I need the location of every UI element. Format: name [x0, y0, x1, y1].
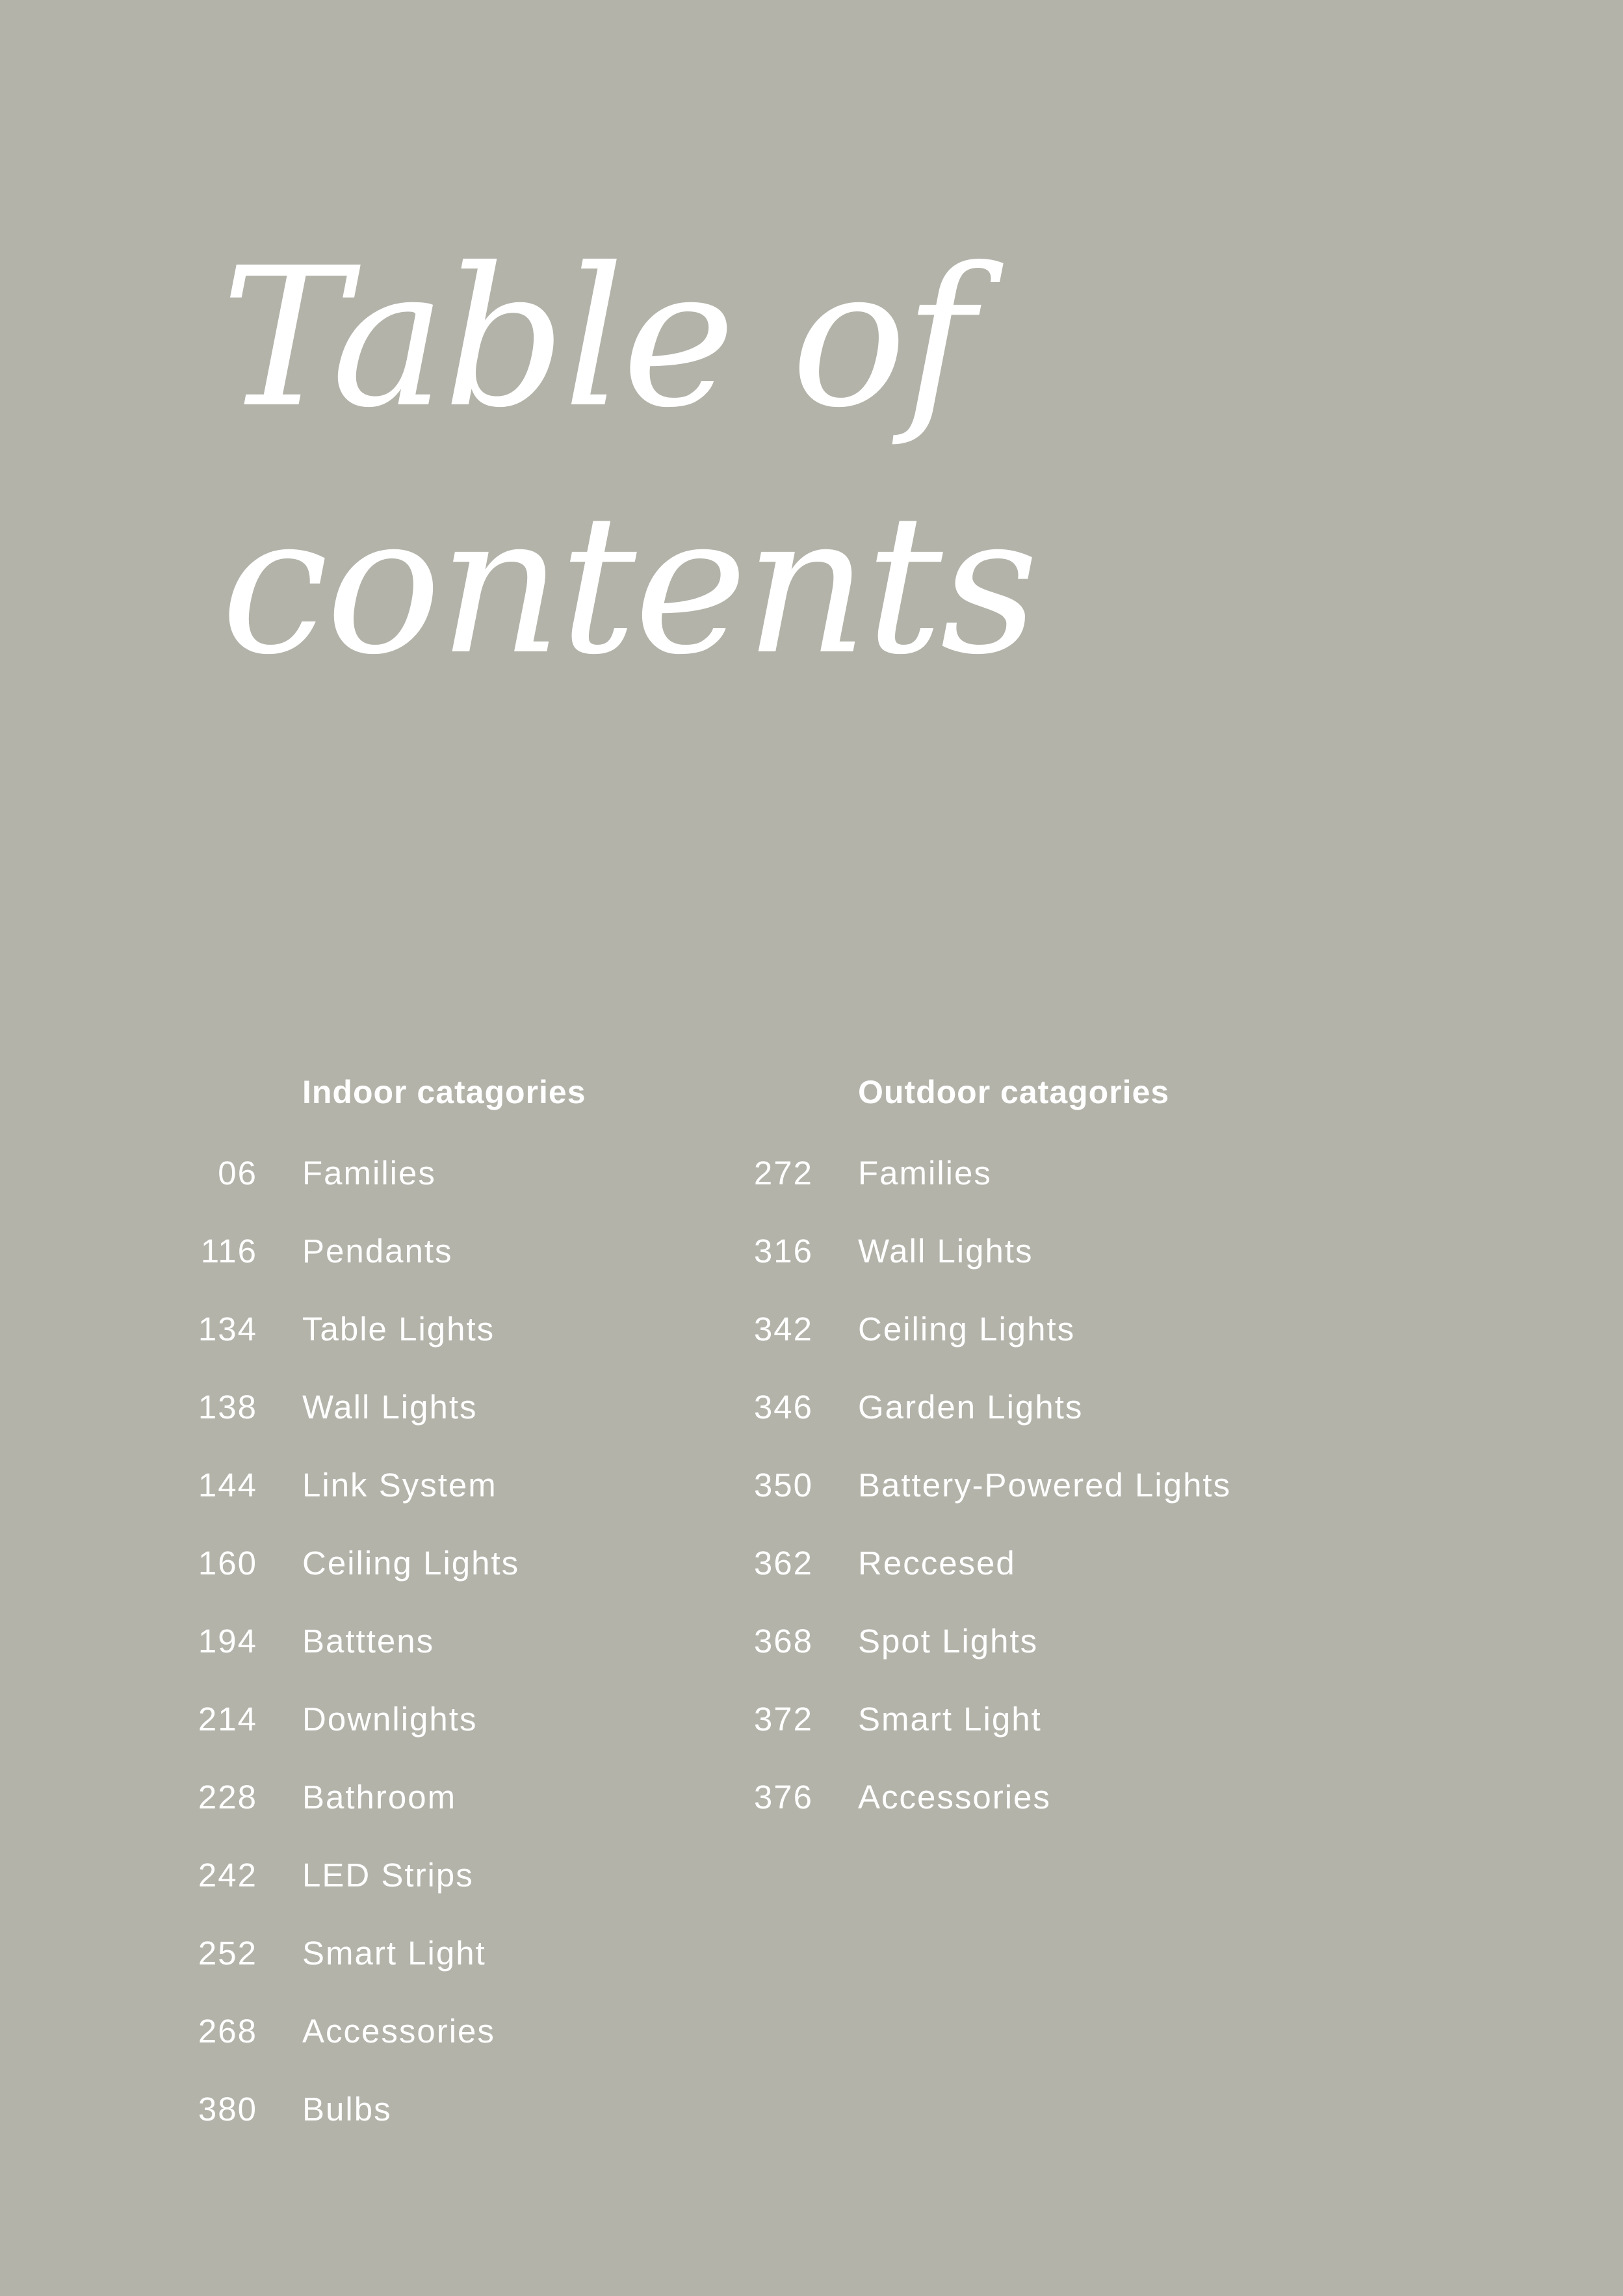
toc-entry-label: Link System	[302, 1467, 497, 1504]
toc-page-number: 268	[198, 2013, 257, 2050]
toc-entry-label: Table Lights	[302, 1311, 495, 1348]
toc-page-number: 242	[198, 1857, 257, 1894]
toc-page-number: 228	[198, 1779, 257, 1816]
toc-entry	[162, 2012, 586, 2090]
toc-page-number: 368	[753, 1623, 813, 1660]
toc-entry-label: Accessories	[858, 1779, 1051, 1816]
toc-page-number: 376	[753, 1779, 813, 1816]
toc-entry-label: Ceiling Lights	[858, 1311, 1076, 1348]
toc-entry	[718, 1622, 1231, 1700]
toc-entry	[718, 1388, 1231, 1466]
toc-page-number: 06	[218, 1155, 257, 1192]
toc-entry-label: Spot Lights	[858, 1623, 1039, 1660]
toc-entry-label: Battery-Powered Lights	[858, 1467, 1232, 1504]
toc-entry	[718, 1544, 1231, 1622]
toc-page-number: 144	[198, 1467, 257, 1504]
toc-entry-label: Families	[302, 1155, 436, 1192]
toc-entry-label: Batttens	[302, 1623, 435, 1660]
toc-entry-label: Downlights	[302, 1701, 478, 1738]
toc-entry-label: LED Strips	[302, 1857, 474, 1894]
toc-page-number: 272	[753, 1155, 813, 1192]
toc-entry-label: Wall Lights	[302, 1389, 478, 1426]
toc-entry	[718, 1232, 1231, 1310]
toc-entry	[718, 1778, 1231, 1856]
toc-page-number: 214	[198, 1701, 257, 1738]
indoor-categories-heading: Indoor catagories	[302, 1074, 586, 1110]
toc-entry	[718, 1310, 1231, 1388]
toc-entry	[718, 1154, 1231, 1232]
toc-page-number: 252	[198, 1935, 257, 1972]
toc-entry-label: Reccesed	[858, 1545, 1016, 1582]
toc-entry-label: Ceiling Lights	[302, 1545, 520, 1582]
toc-entry	[162, 2090, 586, 2168]
toc-entry	[718, 1700, 1231, 1778]
toc-entry-label: Smart Light	[302, 1935, 486, 1972]
toc-entry	[162, 1778, 586, 1856]
toc-entry-label: Smart Light	[858, 1701, 1042, 1738]
outdoor-categories-section	[718, 1066, 1231, 1856]
toc-page-number: 316	[753, 1233, 813, 1270]
toc-page-number: 134	[198, 1311, 257, 1348]
toc-entry	[718, 1466, 1231, 1544]
toc-entry	[162, 1700, 586, 1778]
toc-entry-label: Bathroom	[302, 1779, 457, 1816]
toc-entry-label: Bulbs	[302, 2091, 392, 2128]
toc-page-number: 160	[198, 1545, 257, 1582]
toc-entry-label: Wall Lights	[858, 1233, 1033, 1270]
page-title-line-1: Table of	[221, 226, 973, 450]
toc-entry-label: Pendants	[302, 1233, 453, 1270]
toc-entry	[162, 1154, 586, 1232]
toc-page-number: 380	[198, 2091, 257, 2128]
toc-page-number: 116	[200, 1233, 257, 1270]
toc-entry	[162, 1232, 586, 1310]
toc-entry	[162, 1856, 586, 1934]
page-title	[221, 215, 1036, 709]
toc-page-number: 362	[753, 1545, 813, 1582]
toc-page-number: 138	[198, 1389, 257, 1426]
indoor-categories-section	[162, 1066, 586, 2168]
page-title-line-2: contents	[221, 473, 1036, 697]
toc-entry	[162, 1310, 586, 1388]
outdoor-toc-list	[718, 1154, 1231, 1856]
toc-page-number: 372	[753, 1701, 813, 1738]
toc-page-number: 346	[753, 1389, 813, 1426]
toc-entry-label: Accessories	[302, 2013, 495, 2050]
toc-entry	[162, 1622, 586, 1700]
indoor-toc-list	[162, 1154, 586, 2168]
toc-page-number: 350	[753, 1467, 813, 1504]
toc-entry	[162, 1466, 586, 1544]
toc-entry	[162, 1544, 586, 1622]
toc-entry	[162, 1388, 586, 1466]
toc-page-number: 342	[753, 1311, 813, 1348]
outdoor-categories-heading: Outdoor catagories	[858, 1074, 1170, 1110]
toc-entry-label: Families	[858, 1155, 992, 1192]
toc-page-number: 194	[198, 1623, 257, 1660]
toc-entry	[162, 1934, 586, 2012]
toc-entry-label: Garden Lights	[858, 1389, 1084, 1426]
